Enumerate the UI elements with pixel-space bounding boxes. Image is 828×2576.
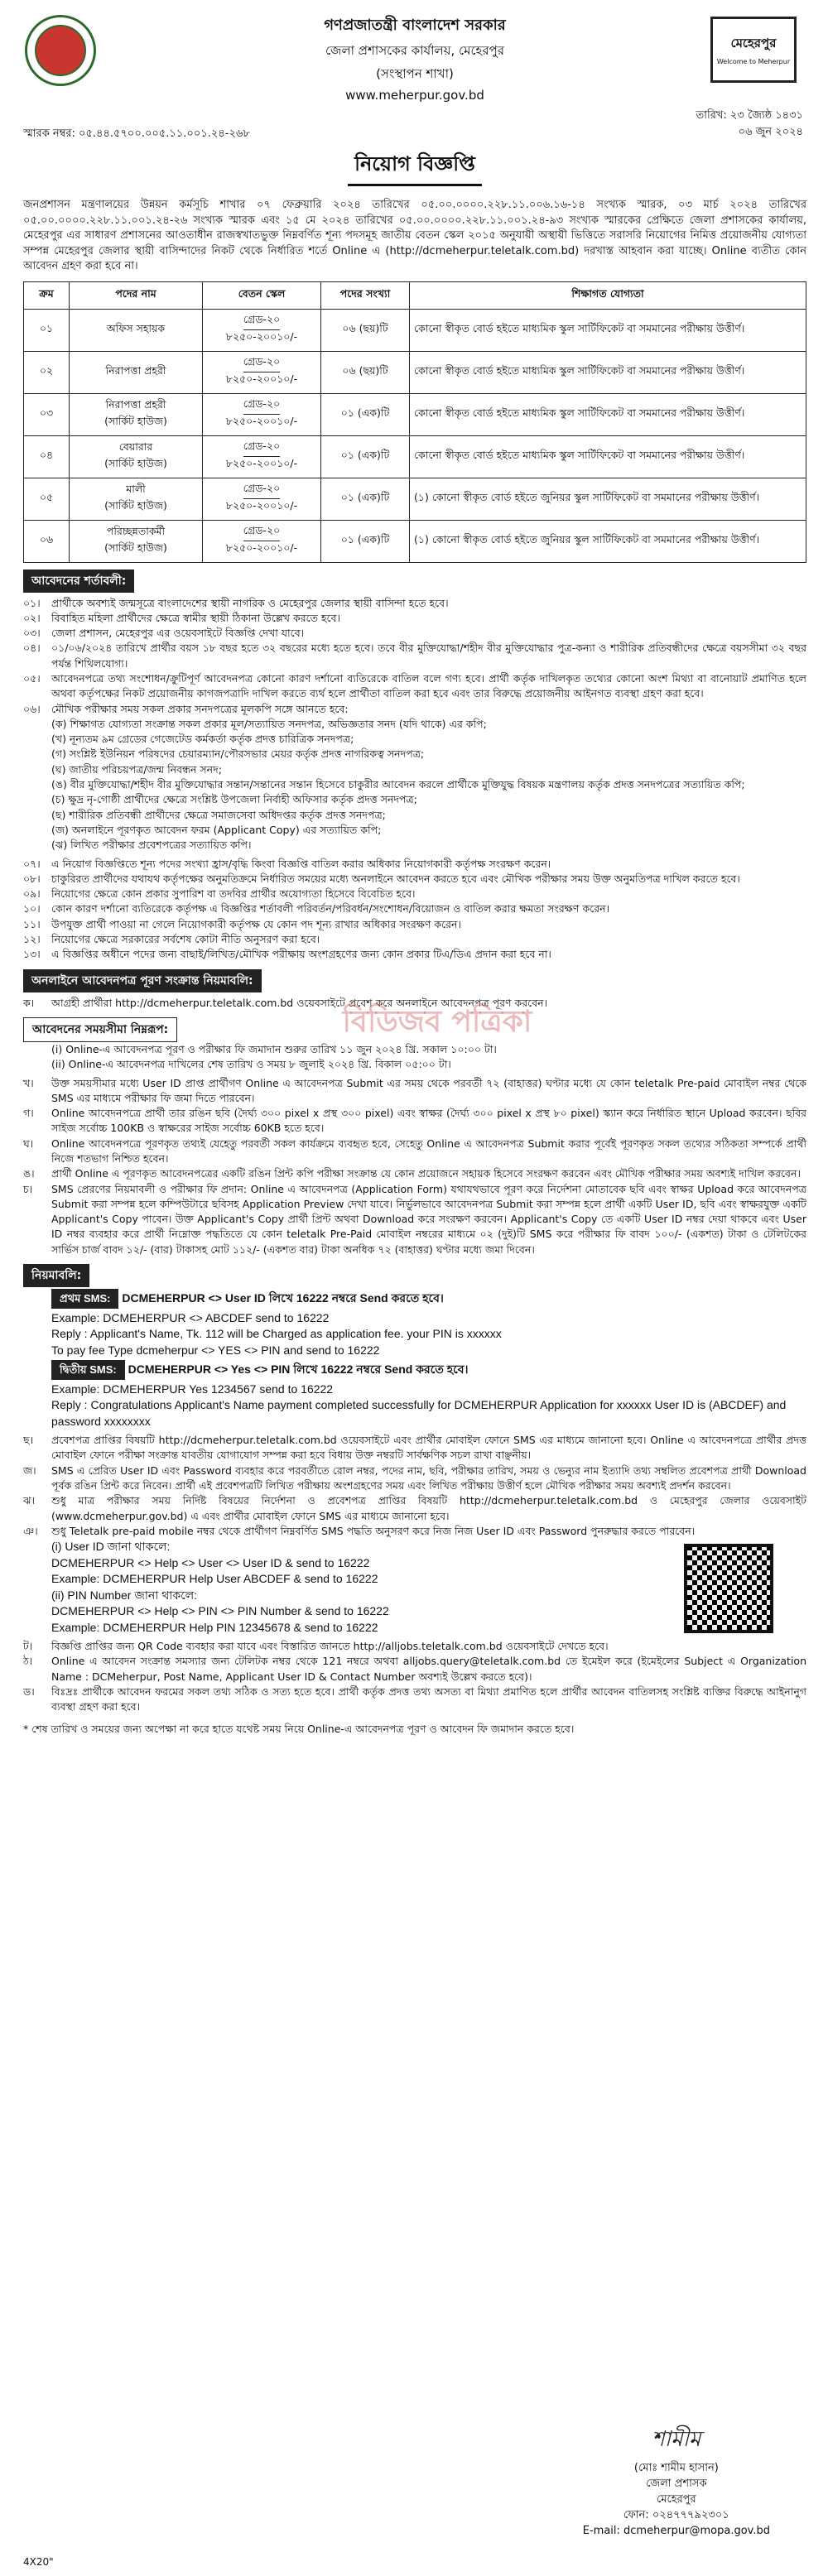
list-item: ০৬। মৌখিক পরীক্ষার সময় সকল প্রকার সনদপত্রের মূলকপি সঙ্গে আনতে হবে: — [23, 702, 349, 715]
notice-title: নিয়োগ বিজ্ঞপ্তি — [23, 149, 806, 186]
row-scale: গ্রেড-২০ ৮২৫০-২০০১০/- — [203, 478, 321, 520]
list-item: ০৮। চাকুরিরত প্রার্থীদের যথাযথ কর্তৃপক্ষের অনুমতিক্রমে নির্ধারিত সময়ের মধ্যে অনলাইনে আবেদন করতে হবে এবং মৌখিক পরীক্ষার সময় উক্ত অনুমতিপত্র দাখিল করতে হবে। — [23, 872, 740, 885]
row-qualification: (১) কোনো স্বীকৃত বোর্ড হইতে জুনিয়র স্কুল সার্টিফিকেট বা সমমানের পরীক্ষায় উত্তীর্ণ। — [410, 478, 806, 520]
row-serial: ০৩ — [24, 393, 70, 435]
list-item: (ii) PIN Number জানা থাকলে: — [51, 1588, 198, 1602]
list-item: খ। উক্ত সময়সীমার মধ্যে User ID প্রাপ্ত প্রার্থীগণ Online এ আবেদনপত্র Submit এর সময় থেকে পরবর্তী ৭২ (বাহাত্তর) ঘণ্টার মধ্যে যে কোন teletalk Pre-paid মোবাইল নম্বর থেকে SMS এর মাধ্যমে পরীক্ষার ফি জমা দিতে পারবেন। — [23, 1076, 806, 1104]
sms2-text: DCMEHERPUR <> Yes <> PIN লিখে 16222 নম্বরে Send করতে হবে। — [128, 1362, 469, 1377]
sms2-example: Example: DCMEHERPUR Yes 1234567 send to 16222 — [51, 1382, 334, 1396]
list-item: ১০। কোন কারণ দর্শানো ব্যতিরেকে কর্তৃপক্ষ এ বিজ্ঞপ্তির শর্তাবলী পরিবর্তন/পরিবর্ধন/সংশোধন/বিয়োজন ও বাতিল করার ক্ষমতা সংরক্ষণ করেন। — [23, 902, 610, 916]
list-item: ০১। প্রার্থীকে অবশ্যই জন্মসূত্রে বাংলাদেশের স্থায়ী নাগরিক ও মেহেরপুর জেলার স্থায়ী বাসিন্দা হতে হবে। — [23, 596, 449, 609]
signatory-email[interactable]: E-mail: dcmeherpur@mopa.gov.bd — [582, 2525, 770, 2537]
list-item: (জ) অনলাইনে পূরণকৃত আবেদন ফরম (Applicant Copy) এর সত্যায়িত কপি; — [51, 823, 382, 836]
table-row — [24, 435, 806, 478]
list-item: (চ) ক্ষুদ্র নৃ-গোষ্ঠী প্রার্থীদের ক্ষেত্রে সংশ্লিষ্ট উপজেলা নির্বাহী অফিসার কর্তৃক প্রদত্ত সনদপত্র; — [51, 793, 417, 806]
list-item: ০২। বিবাহিত মহিলা প্রার্থীদের ক্ষেত্রে স্বামীর স্থায়ী ঠিকানা উল্লেখ করতে হবে। — [23, 611, 340, 624]
list-item: ১১। উপযুক্ত প্রার্থী পাওয়া না গেলে নিয়োগকারী কর্তৃপক্ষ যে কোন পদ শূন্য রাখার অধিকার সংরক্ষণ করেন। — [23, 917, 461, 930]
row-qualification: কোনো স্বীকৃত বোর্ড হইতে মাধ্যমিক স্কুল সার্টিফিকেট বা সমমানের পরীক্ষায় উত্তীর্ণ। — [410, 393, 806, 435]
list-item: ০৩। জেলা প্রশাসন, মেহেরপুর এর ওয়েবসাইটে বিজ্ঞপ্তি দেখা যাবে। — [23, 627, 305, 640]
date-bangla: ২৩ জ্যৈষ্ঠ ১৪৩১ — [729, 109, 803, 122]
meherpur-logo — [710, 17, 797, 83]
conditions-heading: আবেদনের শর্তাবলী: — [23, 570, 134, 593]
list-item: ১২। নিয়োগের ক্ষেত্রে সরকারের সর্বশেষ কোটা নীতি অনুসরণ করা হবে। — [23, 933, 320, 946]
list-item: চ। SMS প্রেরণের নিয়মাবলী ও পরীক্ষার ফি প্রদান: Online এ আবেদনপত্র (Application Form) যথাযথভাবে পূরণ করে নির্দেশনা মোতাবেক ছবি এবং স্বাক্ষর Upload করে আবেদনপত্র Submit করা সম্পন্ন হলে কম্পিউটারে ছবিসহ Application Preview দেখা যাবে। নির্ভুলভাবে আবেদনপত্র Submit করা সম্পন্ন হলে প্রার্থী একটি User ID, ছবি এবং স্বাক্ষরযুক্ত একটি Applicant's Copy পাবেন। উক্ত Applicant's Copy প্রার্থী প্রিন্ট অথবা Download করে সংরক্ষণ করবেন। Applicant's Copy তে একটি User ID নম্বর দেয়া থাকবে এবং User ID নম্বর ব্যবহার করে প্রার্থী নিম্নোক্ত পদ্ধতিতে যে কোন teletalk Pre-Paid মোবাইল নম্বরের মাধ্যমে ০২ (দুই)টি SMS করে পরীক্ষার ফি বাবদ ১০০/- (একশত) টাকা ও টেলিটকের সার্ভিস চার্জ বাবদ ১২/- (বার) টাকাসহ মোট ১১২/- (একশত বার) টাকা অনধিক ৭২ (বাহাত্তর) ঘণ্টার মধ্যে জমা দিবেন। — [23, 1182, 806, 1256]
table-row — [24, 393, 806, 435]
list-item: (ক) শিক্ষাগত যোগ্যতা সংক্রান্ত সকল প্রকার মূল/সত্যায়িত সনদপত্র, অভিজ্ঞতার সনদ (যদি থাকে) এর কপি; — [51, 717, 487, 730]
list-item: (গ) সংশ্লিষ্ট ইউনিয়ন পরিষদের চেয়ারম্যান/পৌরসভার মেয়র কর্তৃক প্রদত্ত নাগরিকত্ব সনদপত্র; — [51, 747, 425, 761]
row-post: পরিচ্ছন্নতাকর্মী (সার্কিট হাউজ) — [70, 520, 203, 562]
list-item: (ছ) শারীরিক প্রতিবন্ধী প্রার্থীদের ক্ষেত্রে সমাজসেবা অধিদপ্তর কর্তৃক প্রদত্ত সনদপত্র; — [51, 808, 386, 821]
deadline-heading: আবেদনের সময়সীমা নিম্নরূপ: — [23, 1017, 177, 1042]
government-name: গণপ্রজাতন্ত্রী বাংলাদেশ সরকার — [324, 17, 506, 34]
online-intro: ক। আগ্রহী প্রার্থীরা http://dcmeherpur.teletalk.com.bd ওয়েবসাইটে প্রবেশ করে অনলাইনে আবেদনপত্র পূরণ করবেন। — [23, 996, 548, 1009]
memo-number: স্মারক নম্বর: ০৫.৪৪.৫৭০০.০০৫.১১.০০১.২৪-২৬৮ — [23, 127, 250, 140]
meherpur-logo-text: মেহেরপুর — [730, 36, 777, 50]
list-item: (ii) Online-এ আবেদনপত্র দাখিলের শেষ তারিখ ও সময় ৮ জুলাই ২০২৪ খ্রি. বিকাল ০৫:০০ টা। — [51, 1058, 451, 1071]
list-item: DCMEHERPUR <> Help <> PIN <> PIN Number & send to 16222 — [51, 1604, 389, 1618]
list-item: (খ) নূন্যতম ৯ম গ্রেডের গেজেটেড কর্মকর্তা কর্তৃক প্রদত্ত চারিত্রিক সনদপত্র; — [51, 733, 354, 746]
sms2-label: দ্বিতীয় SMS: — [51, 1360, 125, 1380]
list-item: ঙ। প্রার্থী Online এ পূরণকৃত আবেদনপত্রের একটি রঙিন প্রিন্ট কপি পরীক্ষা সংক্রান্ত যে কোন প্রয়োজনে সহায়ক হিসেবে সংরক্ষণ করবেন এবং মৌখিক পরীক্ষার সময় অবশ্যই দাখিল করবেন। — [23, 1167, 801, 1180]
office-name: জেলা প্রশাসকের কার্যালয়, মেহেরপুর — [325, 43, 505, 58]
list-item: গ। Online আবেদনপত্রে প্রার্থী তার রঙিন ছবি (দৈর্ঘ্য ৩০০ pixel x প্রস্থ ৩০০ pixel) এবং স্বাক্ষর (দৈর্ঘ্য ৩০০ pixel x প্রস্থ ৮০ pixel) স্ক্যান করে নির্ধারিত স্থানে Upload করবেন। ছবির সাইজ সর্বোচ্চ 100KB ও স্বাক্ষরের সাইজ সর্বোচ্চ 60KB হতে হবে। — [23, 1107, 806, 1135]
signatory-office: মেহেরপুর — [657, 2493, 696, 2506]
row-serial: ০১ — [24, 309, 70, 351]
row-qualification: কোনো স্বীকৃত বোর্ড হইতে মাধ্যমিক স্কুল সার্টিফিকেট বা সমমানের পরীক্ষায় উত্তীর্ণ। — [410, 435, 806, 478]
col-count: পদের সংখ্যা — [321, 281, 410, 309]
row-count: ০৬ (ছয়)টি — [321, 309, 410, 351]
row-scale: গ্রেড-২০ ৮২৫০-২০০১০/- — [203, 435, 321, 478]
meherpur-logo-tagline: Welcome to Meherpur — [716, 58, 791, 65]
row-count: ০৬ (ছয়)টি — [321, 351, 410, 393]
more-rules-list — [23, 1433, 806, 1539]
sms1-label: প্রথম SMS: — [51, 1289, 118, 1309]
list-item: ঠ। Online এ আবেদন সংক্রান্ত সমস্যার জন্য টেলিটক নম্বর থেকে 121 নম্বরে অথবা alljobs.query@teletalk.com.bd তে ইমেইল করে (ইমেইলের Subject এ Organization Name : DCMeherpur, Post Name, Applicant User ID & Contact Number অবশ্যই উল্লেখ করতে হবে)। — [23, 1655, 806, 1683]
list-item: DCMEHERPUR <> Help <> User <> User ID & send to 16222 — [51, 1555, 370, 1569]
row-count: ০১ (এক)টি — [321, 478, 410, 520]
intro-paragraph: জনপ্রশাসন মন্ত্রণালয়ের উন্নয়ন কর্মসূচি শাখার ০৭ ফেব্রুয়ারি ২০২৪ তারিখের ০৫.০০.০০০০.২২৮.১১.০০৬.১৬-১৪ সংখ্যক স্মারক, ০৩ মার্চ ২০২৪ তারিখের ০৫.০০.০০০০.২২৮.১১.০০১.২৪-২৬ সংখ্যক স্মারক এবং ১৫ মে ২০২৪ তারিখের ০৫.০০.০০০০.২২৮.১১.০০১.২৪-৯৩ সংখ্যক স্মারকের প্রেক্ষিতে জেলা প্রশাসকের কার্যালয়, মেহেরপুর এর সাধারণ প্রশাসনের আওতাধীন রাজস্বখাতভুক্ত নিম্নবর্ণিত শূন্য পদসমূহ জাতীয় বেতন স্কেল ২০১৫ অনুযায়ী অস্থায়ী ভিত্তিতে সরাসরি নিয়োগের নিমিত্ত প্রয়োজনীয় যোগ্যতা সম্পন্ন মেহেরপুর জেলার স্থায়ী বাসিন্দাদের নিকট থেকে নির্ধারিত শর্তে Online এ (http://dcmeherpur.teletalk.com.bd) দরখাস্ত আহবান করা যাচ্ছে। Online ব্যতীত কোন আবেদন গ্রহণ করা হবে না। — [23, 199, 806, 272]
branch-name: (সংস্থাপন শাখা) — [376, 66, 454, 81]
row-serial: ০২ — [24, 351, 70, 393]
list-item: ঘ। Online আবেদনপত্রে পূরণকৃত তথ্যই যেহেতু পরবর্তী সকল কার্যক্রমে ব্যবহৃত হবে, সেহেতু Online এ আবেদনপত্র Submit করার পূর্বেই পূরণকৃত সকল তথ্যের সঠিকতা সম্পর্কে প্রার্থী নিজে শতভাগ নিশ্চিত হবেন। — [23, 1137, 806, 1165]
list-item: ঝ। শুধু মাত্র পরীক্ষার সময় নির্দিষ্ট বিষয়ের নির্দেশনা ও প্রবেশপত্র প্রাপ্তির বিষয়টি http://dcmeherpur.teletalk.com.bd ও মেহেরপুর জেলার ওয়েবসাইট (www.dcmeherpur.gov.bd) এ এবং প্রার্থীর মোবাইল ফোনে SMS এর মাধ্যমে জানানো হবে। — [23, 1494, 806, 1522]
list-item: (ঙ) বীর মুক্তিযোদ্ধা/শহীদ বীর মুক্তিযোদ্ধার সন্তান/সন্তানের সন্তান হিসেবে চাকুরীর আবেদন করলে প্রার্থীকে মুক্তিযুদ্ধ বিষয়ক মন্ত্রণালয় কর্তৃক প্রদত্ত সনদপত্রের সত্যায়িত কপি; — [51, 778, 745, 791]
list-item: ০৭। এ নিয়োগ বিজ্ঞপ্তিতে শূন্য পদের সংখ্যা হ্রাস/বৃদ্ধি কিংবা বিজ্ঞপ্তি বাতিল করার অধিকার নিয়োগকারী কর্তৃপক্ষ সংরক্ষণ করেন। — [23, 857, 551, 870]
row-qualification: (১) কোনো স্বীকৃত বোর্ড হইতে জুনিয়র স্কুল সার্টিফিকেট বা সমমানের পরীক্ষায় উত্তীর্ণ। — [410, 520, 806, 562]
list-item: ১৩। এ বিজ্ঞপ্তির অধীনে পদের জন্য বাছাই/লিখিত/মৌখিক পরীক্ষায় অংশগ্রহণের জন্য কোন প্রকার টিএ/ডিএ প্রদান করা হবে না। — [23, 948, 551, 961]
list-item: Example: DCMEHERPUR Help User ABCDEF & send to 16222 — [51, 1572, 378, 1586]
list-item: ০৫। আবেদনপত্রে তথ্য সংশোধন/ক্রুটিপূর্ণ আবেদনপত্র কোনো কারণ দর্শানো ব্যতিরেকে বাতিল বলে গণ্য হবে। প্রার্থী কর্তৃক দাখিলকৃত তথ্যের কোনো অংশ মিথ্যা বা বানোয়াট প্রমাণিত হলে অথবা কর্তৃপক্ষের নিকট প্রয়োজনীয় কাগজপত্রাদি দাখিল করতে ব্যর্থ হলে প্রার্থীতা বাতিল করা হবে এবং তার বিরুদ্ধে প্রয়োজনীয় আইনগত ব্যবস্থা গ্রহণ করা হবে। — [23, 671, 806, 700]
signatory-designation: জেলা প্রশাসক — [646, 2477, 707, 2490]
footer-code: 4X20" — [23, 2556, 54, 2568]
row-qualification: কোনো স্বীকৃত বোর্ড হইতে মাধ্যমিক স্কুল সার্টিফিকেট বা সমমানের পরীক্ষায় উত্তীর্ণ। — [410, 309, 806, 351]
signatory-phone: ফোন: ০২৪৭৭৭৯২৩০১ — [623, 2509, 729, 2521]
list-item: (i) Online-এ আবেদনপত্র পূরণ ও পরীক্ষার ফি জমাদান শুরুর তারিখ ১১ জুন ২০২৪ খ্রি. সকাল ১০:০০ টা। — [51, 1042, 497, 1055]
col-post: পদের নাম — [70, 281, 203, 309]
sms1-example: Example: DCMEHERPUR <> ABCDEF send to 16222 — [51, 1310, 330, 1324]
documents-list — [23, 717, 806, 853]
posts-table — [23, 281, 806, 563]
row-post: নিরাপত্তা প্রহরী (সার্কিট হাউজ) — [70, 393, 203, 435]
list-item: ০৪। ০১/০৬/২০২৪ তারিখে প্রার্থীর বয়স ১৮ বছর হতে ৩২ বছরের মধ্যে হতে হবে। তবে বীর মুক্তিযোদ্ধা/শহীদ বীর মুক্তিযোদ্ধার পুত্র-কন্যা ও শারীরিক প্রতিবন্ধীদের ক্ষেত্রে বয়সসীমা ৩২ বছর পর্যন্ত শিথিলযোগ্য। — [23, 642, 806, 670]
sms-instructions — [23, 1287, 806, 1430]
sms2-reply: Reply : Congratulations Applicant's Name payment completed successfully for DCMEHERPUR Application for xxxxxx User ID is (ABCDEF) and password xxxxxxxx — [51, 1398, 787, 1428]
row-count: ০১ (এক)টি — [321, 435, 410, 478]
closing-note: * শেষ তারিখ ও সময়ের জন্য অপেক্ষা না করে হাতে যথেষ্ট সময় নিয়ে Online-এ আবেদনপত্র পূরণ ও আবেদন ফি জমাদান করতে হবে। — [23, 1722, 575, 1735]
letterhead — [23, 0, 806, 103]
table-row — [24, 478, 806, 520]
date-label: তারিখ: — [696, 109, 727, 122]
row-scale: গ্রেড-২০ ৮২৫০-২০০১০/- — [203, 309, 321, 351]
table-row — [24, 520, 806, 562]
date-english: ০৬ জুন ২০২৪ — [738, 126, 803, 138]
sms1-reply: Reply : Applicant's Name, Tk. 112 will be Charged as application fee. your PIN is xxxxxx — [51, 1327, 502, 1341]
row-post: অফিস সহায়ক — [70, 309, 203, 351]
col-serial: ক্রম — [24, 281, 70, 309]
final-rules-list — [23, 1639, 806, 1714]
list-item: জ। SMS এ প্রেরিত User ID এবং Password ব্যবহার করে পরবর্তীতে রোল নম্বর, পদের নাম, ছবি, পরীক্ষার তারিখ, সময় ও ভেন্যুর নাম ইত্যাদি তথ্য সম্বলিত প্রবেশপত্র প্রার্থী Download পূর্বক রঙিন প্রিন্ট করে নিবেন। প্রার্থী এই প্রবেশপত্রটি লিখিত পরীক্ষায় অংশগ্রহণের সময় এবং লিখিত পরীক্ষায় উত্তীর্ণ হলে মৌখিক পরীক্ষার সময় অবশ্যই প্রদর্শন করবেন। — [23, 1463, 806, 1492]
list-item: (ঘ) জাতীয় পরিচয়পত্র/জন্ম নিবন্ধন সনদ; — [51, 762, 222, 776]
list-item: ০৯। নিয়োগের ক্ষেত্রে কোন প্রকার সুপারিশ বা তদবির প্রার্থীর অযোগ্যতা হিসেবে বিবেচিত হবে। — [23, 887, 416, 901]
website-link[interactable]: www.meherpur.gov.bd — [345, 88, 484, 103]
row-serial: ০৫ — [24, 478, 70, 520]
list-item: (ঝ) লিখিত পরীক্ষার প্রবেশপত্রের সত্যায়িত কপি। — [51, 839, 252, 852]
signature: শামীম — [652, 2427, 701, 2452]
row-post: নিরাপত্তা প্রহরী — [70, 351, 203, 393]
row-count: ০১ (এক)টি — [321, 393, 410, 435]
sms-rules-heading: নিয়মাবলি: — [23, 1264, 89, 1287]
list-item: ঞ। শুধু Teletalk pre-paid mobile নম্বর থেকে প্রার্থীগণ নিম্নবর্ণিত SMS পদ্ধতি অনুসরণ করে নিজ নিজ User ID এবং Password পুনরুদ্ধার করতে পারবেন। — [23, 1524, 696, 1537]
list-item: ছ। প্রবেশপত্র প্রাপ্তির বিষয়টি http://dcmeherpur.teletalk.com.bd ওয়েবসাইটে এবং প্রার্থীর মোবাইল ফোনে SMS এর মাধ্যমে জানানো হবে। Online এ আবেদনপত্রে প্রার্থীর প্রদত্ত মোবাইল ফোনে পরীক্ষা সংক্রান্ত যাবতীয় যোগাযোগ সম্পন্ন করা হবে বিধায় উক্ত নম্বরটি সার্বক্ষণিক সচল রাখা বাঞ্ছনীয়। — [23, 1434, 806, 1462]
col-scale: বেতন স্কেল — [203, 281, 321, 309]
row-scale: গ্রেড-২০ ৮২৫০-২০০১০/- — [203, 520, 321, 562]
conditions-list-2 — [23, 857, 806, 963]
table-header-row — [24, 281, 806, 309]
col-qualification: শিক্ষাগত যোগ্যতা — [410, 281, 806, 309]
reference-row — [23, 108, 806, 144]
online-rules-heading: অনলাইনে আবেদনপত্র পূরণ সংক্রান্ত নিয়মাবলি: — [23, 969, 262, 992]
sms1-reply2: To pay fee Type dcmeherpur <> YES <> PIN and send to 16222 — [51, 1343, 380, 1357]
watermark: বিডিজব পত্রিকা — [342, 1004, 532, 1039]
row-serial: ০৬ — [24, 520, 70, 562]
row-count: ০১ (এক)টি — [321, 520, 410, 562]
row-serial: ০৪ — [24, 435, 70, 478]
table-row — [24, 309, 806, 351]
recovery-block — [23, 1539, 806, 1636]
list-item: ট। বিজ্ঞপ্তি প্রাপ্তির জন্য QR Code ব্যবহার করা যাবে এবং বিস্তারিত জানতে http://alljobs.teletalk.com.bd ওয়েবসাইটে দেখতে হবে। — [23, 1640, 609, 1653]
sms1-text: DCMEHERPUR <> User ID লিখে 16222 নম্বরে Send করতে হবে। — [122, 1291, 444, 1305]
list-item: (i) User ID জানা থাকলে: — [51, 1540, 171, 1554]
government-seal-icon — [25, 15, 96, 86]
conditions-list — [23, 596, 806, 717]
row-scale: গ্রেড-২০ ৮২৫০-২০০১০/- — [203, 351, 321, 393]
list-item: Example: DCMEHERPUR Help PIN 12345678 & send to 16222 — [51, 1620, 378, 1634]
qr-code-icon[interactable] — [684, 1544, 773, 1633]
list-item: ড। বিঃদ্রঃ প্রার্থীকে আবেদন ফরমের সকল তথ্য সঠিক ও সত্য হতে হবে। প্রার্থী কর্তৃক প্রদত্ত তথ্য অসত্য বা মিথ্যা প্রমাণিত হলে প্রার্থীর আবেদন বাতিলসহ সংশ্লিষ্ট ব্যক্তির বিরুদ্ধে আইনানুগ ব্যবস্থা গ্রহণ করা হবে। — [23, 1685, 806, 1713]
signatory-name: (মোঃ শামীম হাসান) — [633, 2462, 719, 2474]
row-post: মালী (সার্কিট হাউজ) — [70, 478, 203, 520]
date-block — [696, 108, 803, 141]
signature-block — [582, 2427, 770, 2539]
online-rules-list — [23, 1076, 806, 1258]
row-post: বেয়ারার (সার্কিট হাউজ) — [70, 435, 203, 478]
row-qualification: কোনো স্বীকৃত বোর্ড হইতে মাধ্যমিক স্কুল সার্টিফিকেট বা সমমানের পরীক্ষায় উত্তীর্ণ। — [410, 351, 806, 393]
row-scale: গ্রেড-২০ ৮২৫০-২০০১০/- — [203, 393, 321, 435]
table-row — [24, 351, 806, 393]
